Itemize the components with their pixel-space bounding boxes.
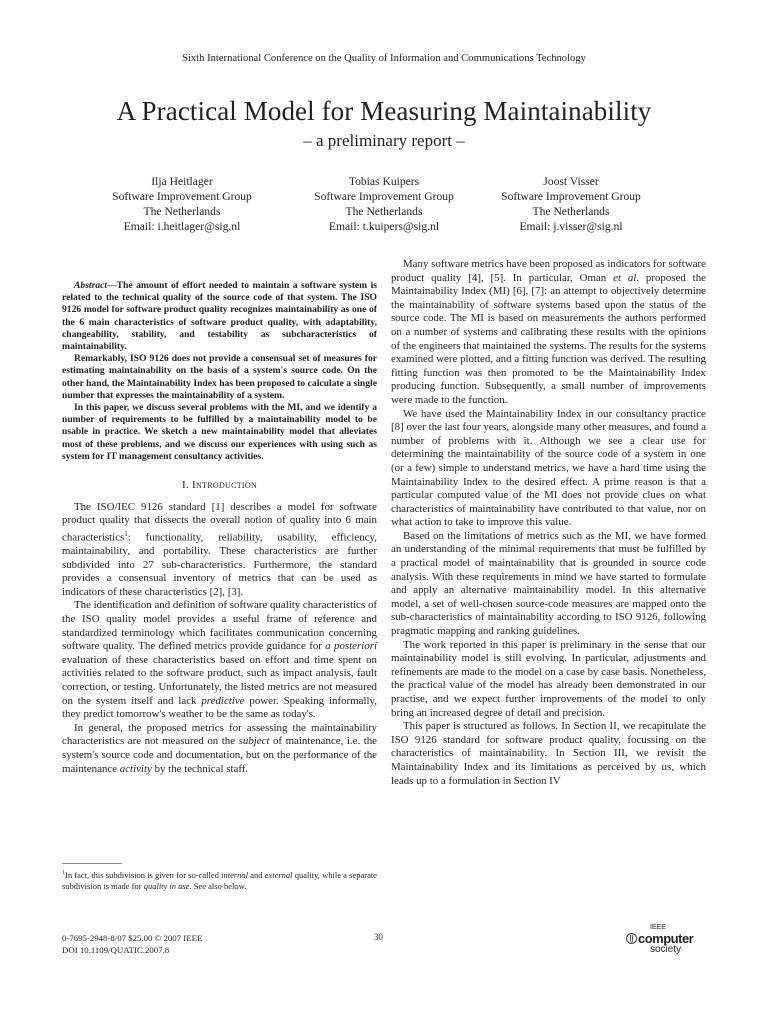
logo-text-main: computer [638, 931, 694, 946]
logo-text-bottom: society [650, 944, 682, 955]
author-email: Email: t.kuipers@sig.nl [328, 220, 440, 233]
abstract-paragraph: Remarkably, ISO 9126 does not provide a consensual set of measures for estimating maintainability on the basis of a system's source code. On the other hand, the Maintainability Index has been proposed to calculate a single number that expresses the maintainability of a system. [62, 353, 377, 401]
author-block [471, 174, 671, 234]
body-paragraph: This paper is structured as follows. In Section II, we recapitulate the ISO 9126 standard for software product quality, focussing on the characteristics of maintainability. In Section III, we revisit the Maintainability Index and its limitations as perceived by us, which leads up to a formulation in Section IV [391, 720, 706, 787]
abstract [62, 280, 377, 463]
author-affiliation: Software Improvement Group [501, 190, 641, 203]
author-name: Ilja Heitlager [151, 175, 213, 188]
author-name: Tobias Kuipers [348, 175, 420, 188]
page-number: 30 [374, 932, 383, 942]
author-email: Email: i.heitlager@sig.nl [123, 220, 241, 233]
conference-header: Sixth International Conference on the Quality of Information and Communications Technology [182, 53, 586, 64]
author-block [82, 174, 282, 234]
globe-icon [626, 933, 637, 944]
footer-publication-info [62, 932, 202, 956]
author-name: Joost Visser [543, 175, 599, 188]
abstract-paragraph: In this paper, we discuss several problems with the MI, and we identify a number of requirements to be fulfilled by a maintainability model to be usable in practice. We sketch a new maintainability model that alleviates most of these problems, and we discuss our experiences with using such as system for IT management consultancy activities. [62, 402, 377, 462]
paper-title: A Practical Model for Measuring Maintainability [116, 96, 652, 126]
right-column [391, 258, 706, 788]
footnote: $^1$In fact, this subdivision is given for so-called internal and external quality, while a separate subdivision is made for quality in use. See also below. [62, 869, 377, 891]
author-country: The Netherlands [143, 205, 221, 218]
body-paragraph: The identification and definition of software quality characteristics of the ISO quality model provides a useful frame of reference and standardized terminology which facilitates communication concerning software quality. The defined metrics provide guidance for a posteriori evaluation of these characteristics based on effort and time spent on activities related to the software product, such as impact analysis, fault correction, or testing. Unfortunately, the listed metrics are not measured on the system itself and lack predictive power. Speaking informally, they predict tomorrow's weather to be the same as today's. [62, 599, 378, 721]
ieee-computer-society-logo [626, 924, 706, 954]
author-email: Email: j.visser@sig.nl [519, 220, 623, 233]
footnote-divider [62, 863, 122, 864]
body-paragraph: We have used the Maintainability Index in our consultancy practice [8] over the last four years, alongside many other measures, and found a number of problems with it. Although we see a clear use for determining the maintainability of the source code of a system in one (or a few) simple to understand metrics, we have a hard time using the Maintainability Index to the desired effect. A prime reason is that a particular computed value of the MI does not provide clues on what characteristics of maintainability have contributed to that value, nor on what action to take to improve this value. [391, 407, 706, 529]
author-affiliation: Software Improvement Group [314, 190, 454, 203]
body-paragraph: The work reported in this paper is preliminary in the sense that our maintainability model is still evolving. In particular, adjustments and refinements are made to the model on a case by case basis. Nonetheless, the practical value of the model has already been demonstrated in our practise, and we expect further improvements of the model to only bring an increased degree of detail and precision. [391, 638, 706, 719]
author-country: The Netherlands [532, 205, 610, 218]
logo-text-top: IEEE [650, 924, 666, 931]
paper-subtitle: – a preliminary report – [303, 131, 465, 150]
left-column [62, 280, 377, 776]
body-paragraph: Based on the limitations of metrics such as the MI, we have formed an understanding of the minimal requirements that must be fulfilled by a practical model of maintainability that is grounded in source code analysis. With these requirements in mind we have started to formulate and apply an alternative maintainability model. In this alternative model, a set of well-chosen source-code measures are mapped onto the sub-characteristics of maintainability according to ISO 9126, following pragmatic mapping and ranking guidelines. [391, 529, 706, 638]
body-paragraph: In general, the proposed metrics for assessing the maintainability characteristics are not measured on the subject of maintenance, i.e. the system's source code and documentation, but on the performance of the maintenance activity by the technical staff. [62, 721, 377, 775]
abstract-paragraph: Abstract—The amount of effort needed to maintain a software system is related to the technical quality of the source code of that system. The ISO 9126 model for software product quality recognizes maintainability as one of the 6 main characteristics of software product quality, with adaptability, changeability, stability, and testability as subcharacteristics of maintainability. [62, 280, 377, 353]
body-paragraph: Many software metrics have been proposed as indicators for software product quality [4], [5]. In particular, Oman et al. proposed the Maintainability Index (MI) [6], [7]: an attempt to objectively determine the maintainability of software systems based upon the status of the source code. The MI is based on measurements the authors performed on a number of systems and calibrating these results with the opinions of the engineers that maintained the systems. The results for the systems examined were plotted, and a fitting function was derived. The resulting fitting function was then promoted to be the Maintainability Index producing function. Subsequently, a small number of improvements were made to the function. [391, 258, 706, 406]
abstract-label: Abstract [74, 280, 108, 291]
section-heading: I. Introduction [181, 479, 258, 492]
author-country: The Netherlands [345, 205, 423, 218]
footer-isbn: 0-7695-2948-8/07 $25.00 © 2007 IEEE [62, 933, 203, 943]
author-affiliation: Software Improvement Group [112, 190, 252, 203]
body-paragraph: The ISO/IEC 9126 standard [1] describes a model for software product quality that dissects the overall notion of quality into 6 main characteristics$^1$: functionality, reliability, usability, efficiency, maintainability, and portability. These characteristics are further subdivided into 27 sub-characteristics. Furthermore, the standard provides a consensual inventory of metrics that can be used as indicators of these characteristics [2], [3]. [62, 500, 377, 598]
author-block [284, 174, 484, 234]
footer-doi: DOI 10.1109/QUATIC.2007.8 [62, 945, 170, 955]
